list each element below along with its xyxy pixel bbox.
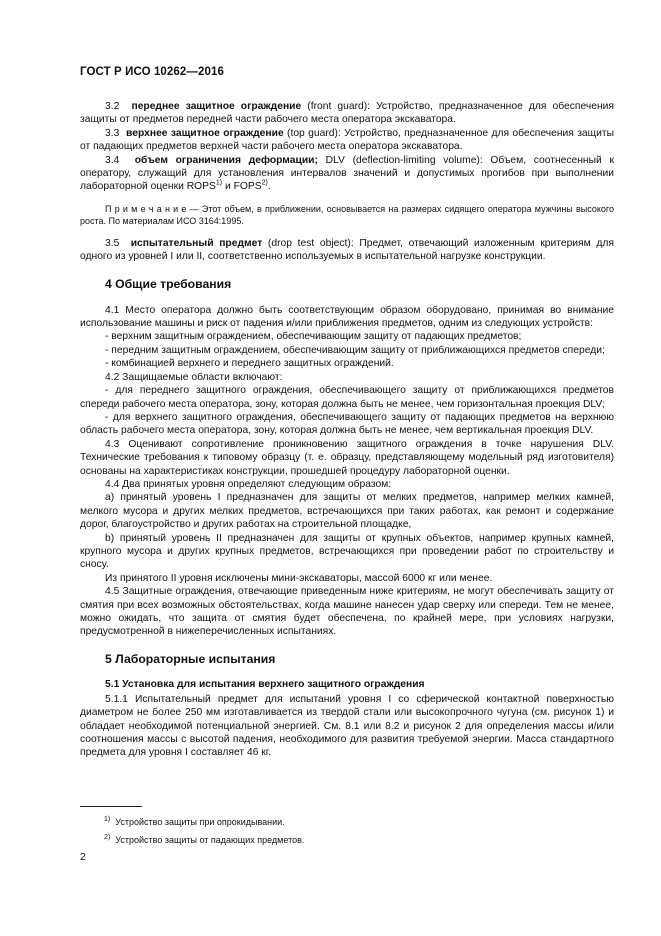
- footnote-ref: 2): [261, 180, 268, 188]
- clause-number: 3.4: [105, 154, 120, 166]
- clause-number: 3.5: [105, 237, 120, 249]
- clause-number: 3.3: [105, 127, 120, 139]
- section-5-heading: 5 Лабораторные испытания: [105, 651, 276, 666]
- paragraph: Из принятого II уровня исключены мини-экскаваторы, массой 6000 кг или менее.: [105, 572, 493, 584]
- standard-header: ГОСТ Р ИСО 10262—2016: [80, 66, 225, 78]
- list-item: - верхним защитным ограждением, обеспечивающим защиту от падающих предметов;: [105, 331, 522, 343]
- footnote-divider: [80, 806, 142, 807]
- clause-5-1-1: 5.1.1 Испытательный предмет для испытаний уровня I со сферической контактной поверхностью диаметром не более 250 мм изготавливается из твердой стали или высокопрочного чугуна (см. рисунок 1) и обладает необходимой потенциальной энергией. См. 8.1 или 8.2 и рисунок 2 для определения массы и/или соотношения массы с высотой падения, необходимого для развития требуемой энергии. Масса стандартного предмета для уровня I составляет 46 кг.: [80, 693, 614, 759]
- clause-4-5: 4.5 Защитные ограждения, отвечающие приведенным ниже критериям, не могут обеспечивать защиту от смятия при всех возможных обстоятельствах, когда машине нанесен удар сверху или спереди. Тем не менее, можно ожидать, что защита от смятия будет обеспечена, по крайней мере, при условиях нагрузки, предусмотренной в нижеперечисленных испытаниях.: [80, 586, 614, 638]
- footnote-text: Устройство защиты от падающих предметов.: [115, 834, 305, 845]
- footnotes: [104, 816, 304, 851]
- note-label: П р и м е ч а н и е: [105, 203, 187, 214]
- section-4-heading: 4 Общие требования: [105, 276, 232, 291]
- list-item: а) принятый уровень I предназначен для защиты от мелких предметов, например мелких камней, мелкого мусора и других мелких предметов, встречающихся при таких работах, как ремонт и содержание дорог, благоустройство и других работах на строительной площадке,: [80, 492, 614, 531]
- definition-text: DLV (deflection-limiting volume): Объем, соотнесенный к оператору, служащий для установления интервалов значений и допустимых прогибов при выполнении лабораторной оценки ROPS: [80, 154, 614, 193]
- definition-3-5: [80, 237, 614, 264]
- list-item: b) принятый уровень II предназначен для защиты от крупных объектов, например крупных камней, крупного мусора и других крупных предметов, встречающихся при проведении работ по строительству и сносу.: [80, 532, 614, 571]
- clause-number: 3.2: [105, 101, 120, 112]
- definition-text: .: [267, 181, 271, 193]
- subsection-5-1-heading: 5.1 Установка для испытания верхнего защитного ограждения: [105, 678, 425, 690]
- definition-3-4: [80, 154, 614, 194]
- footnote-ref: 1): [215, 180, 223, 188]
- definition-text: (front guard): Устройство, предназначенное для обеспечения защиты от предметов передней части рабочего места оператора экскаватора.: [80, 101, 614, 126]
- footnote: [104, 834, 304, 847]
- definition-3-3: [80, 127, 614, 154]
- definition-term: переднее защитное ограждение: [131, 101, 302, 112]
- clause-4-3: 4.3 Оценивают сопротивление проникновению защитного ограждения в точке нарушения DLV. Технические требования к типовому образцу (т. е. образцу, представляющему модельный ряд изготовителя) основаны на характеристиках конструкции, прошедшей процедуру лабораторной оценки.: [80, 438, 614, 477]
- clause-4-2: 4.2 Защищаемые области включают:: [105, 371, 283, 383]
- footnote-mark: 2): [104, 833, 111, 841]
- definition-term: испытательный предмет: [130, 237, 263, 249]
- definition-term: объем ограничения деформации;: [134, 154, 318, 166]
- page-number: 2: [80, 851, 86, 863]
- definition-text: (top guard): Устройство, предназначенное для обеспечения защиты от падающих предметов верхней части рабочего места оператора экскаватора.: [80, 127, 614, 153]
- clause-4-4: 4.4 Два принятых уровня определяют следующим образом:: [105, 478, 392, 490]
- clause-4-1: 4.1 Место оператора должно быть соответствующим образом оборудовано, принимая во внимание использование машины и риск от падения и/или приближения предметов, одним из следующих устройств:: [80, 304, 614, 330]
- page-content: [80, 66, 614, 760]
- footnote: [104, 816, 304, 829]
- definition-3-2: [80, 100, 614, 127]
- footnote-mark: 1): [104, 816, 111, 823]
- definition-text: и FOPS: [222, 181, 262, 193]
- definition-term: верхнее защитное ограждение: [126, 127, 284, 139]
- list-item: - для верхнего защитного ограждения, обеспечивающего защиту от падающих предметов на верхнюю область рабочего места оператора, зону, которая должна быть не менее, чем вертикальная проекция DLV.: [80, 411, 614, 437]
- definition-text: (drop test object): Предмет, отвечающий изложенным критериям для одного из уровней I или II, соответственно используемых в испытательной нагрузке конструкции.: [80, 237, 614, 263]
- footnote-text: Устройство защиты при опрокидывании.: [115, 817, 285, 827]
- note: [80, 203, 614, 228]
- list-item: - передним защитным ограждением, обеспечивающим защиту от приближающихся предметов спереди;: [105, 344, 605, 356]
- note-text: — Этот объем, в приближении, основывается на размерах сидящего оператора мужчины высокого роста. По материалам ИСО 3164:1995.: [80, 203, 614, 227]
- list-item: - комбинацией верхнего и переднего защитных ограждений.: [105, 358, 394, 370]
- list-item: - для переднего защитного ограждения, обеспечивающего защиту от приближающихся предметов спереди рабочего места оператора, зону, которая должна быть не менее, чем горизонтальная проекция DLV;: [80, 385, 614, 410]
